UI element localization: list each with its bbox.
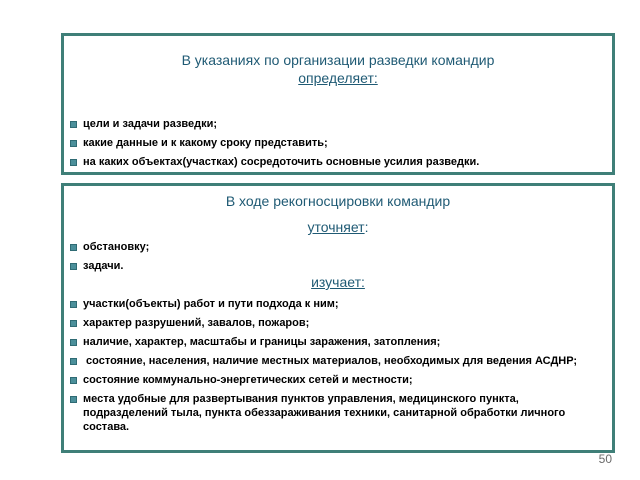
studies-verb: изучает: bbox=[311, 274, 365, 290]
list-item: цели и задачи разведки; bbox=[68, 117, 606, 131]
square-bullet-icon bbox=[70, 140, 77, 147]
clarifies-heading bbox=[64, 218, 612, 236]
list-item: задачи. bbox=[68, 259, 606, 273]
list-item: на каких объектах(участках) сосредоточить основные усилия разведки. bbox=[68, 155, 606, 169]
square-bullet-icon bbox=[70, 320, 77, 327]
top-heading-verb: определяет: bbox=[298, 70, 378, 86]
list-item: обстановку; bbox=[68, 240, 606, 254]
square-bullet-icon bbox=[70, 121, 77, 128]
clarifies-colon: : bbox=[364, 219, 369, 235]
list-item: участки(объекты) работ и пути подхода к ним; bbox=[68, 297, 606, 311]
studies-list bbox=[68, 297, 606, 439]
top-panel-heading bbox=[64, 51, 612, 87]
list-item: состояние, населения, наличие местных материалов, необходимых для ведения АСДНР; bbox=[68, 354, 606, 368]
list-item: какие данные и к какому сроку представить; bbox=[68, 136, 606, 150]
bottom-panel bbox=[61, 183, 615, 453]
square-bullet-icon bbox=[70, 244, 77, 251]
square-bullet-icon bbox=[70, 396, 77, 403]
list-item: характер разрушений, завалов, пожаров; bbox=[68, 316, 606, 330]
square-bullet-icon bbox=[70, 159, 77, 166]
top-bullet-list bbox=[68, 117, 606, 174]
list-item: места удобные для развертывания пунктов управления, медицинского пункта, подразделений тыла, пункта обеззараживания техники, санитарной обработки личного состава. bbox=[68, 392, 606, 434]
clarifies-verb: уточняет bbox=[307, 219, 365, 235]
page-number: 50 bbox=[598, 452, 612, 466]
top-heading-line1: В указаниях по организации разведки командир bbox=[181, 52, 495, 68]
square-bullet-icon bbox=[70, 358, 77, 365]
square-bullet-icon bbox=[70, 377, 77, 384]
studies-heading bbox=[64, 273, 612, 291]
top-panel bbox=[61, 33, 615, 175]
square-bullet-icon bbox=[70, 339, 77, 346]
bottom-panel-heading: В ходе рекогносцировки командир bbox=[225, 193, 451, 209]
list-item: наличие, характер, масштабы и границы заражения, затопления; bbox=[68, 335, 606, 349]
square-bullet-icon bbox=[70, 263, 77, 270]
list-item: состояние коммунально-энергетических сетей и местности; bbox=[68, 373, 606, 387]
square-bullet-icon bbox=[70, 301, 77, 308]
